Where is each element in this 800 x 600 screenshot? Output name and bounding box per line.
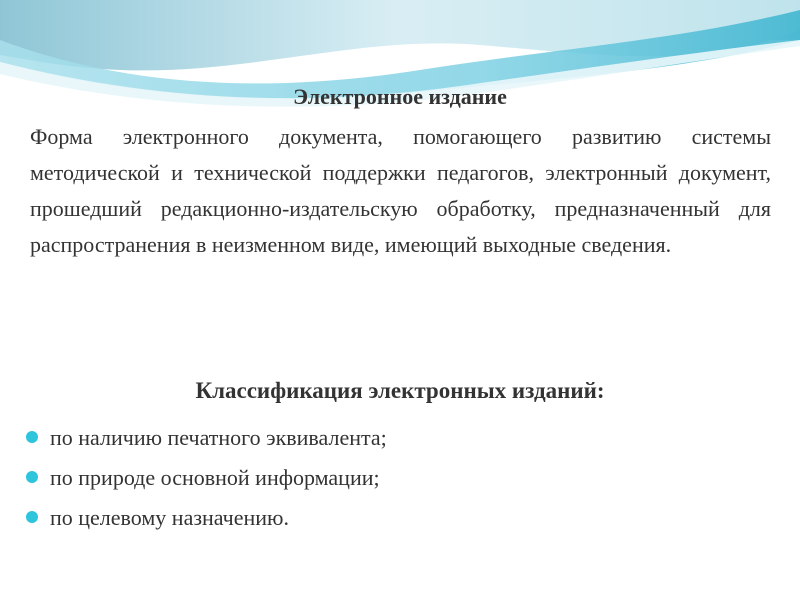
slide-title: Электронное издание xyxy=(293,84,507,109)
bullet-dot-icon xyxy=(26,511,38,523)
list-item xyxy=(26,458,766,498)
list-item-label: по целевому назначению. xyxy=(50,505,289,530)
classification-list xyxy=(26,418,766,538)
definition-paragraph: Форма электронного документа, помогающего развитию системы методической и технической поддержки педагогов, электронный документ, прошедший редакционно-издательскую обработку, предназначенный для распространения в неизменном виде, имеющий выходные сведения. xyxy=(30,124,771,257)
bullet-dot-icon xyxy=(26,471,38,483)
classification-heading: Классификация электронных изданий: xyxy=(195,378,605,403)
list-item xyxy=(26,418,766,458)
list-item-label: по наличию печатного эквивалента; xyxy=(50,425,387,450)
list-item xyxy=(26,498,766,538)
bullet-dot-icon xyxy=(26,431,38,443)
list-item-label: по природе основной информации; xyxy=(50,465,380,490)
